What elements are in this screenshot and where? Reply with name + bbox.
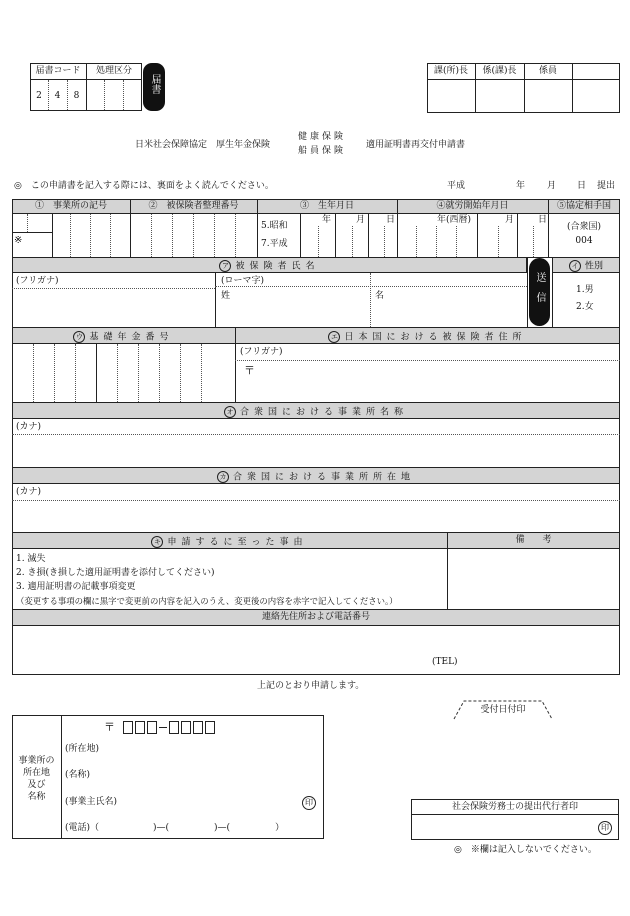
name-header-text: 被保険者氏名 (235, 261, 320, 272)
receipt-stamp-label: 受付日付印 (480, 705, 526, 715)
postal-digit-box[interactable] (169, 721, 179, 734)
reason-circle: キ (151, 536, 163, 548)
us-office-address-header (12, 471, 620, 483)
reason-2: 2. き損(き損した適用証明書を添付してください) (16, 568, 215, 578)
name-romaji: (ローマ字) (221, 276, 265, 286)
contact-tel: (TEL) (432, 657, 458, 667)
postal-digit-box[interactable] (147, 721, 157, 734)
seinengappi-header: ③ 生年月日 (299, 201, 354, 211)
todokesho-oval-text: 届書 (149, 74, 160, 94)
postal-digit-box[interactable] (193, 721, 203, 734)
biko-header: 備 考 (515, 535, 552, 545)
name-mei: 名 (375, 291, 385, 301)
name-furigana: (フリガナ) (16, 276, 59, 286)
title-part2: 適用証明書再交付申請書 (366, 140, 466, 150)
reason-1: 1. 滅失 (16, 554, 46, 564)
reason-header (12, 536, 447, 548)
us-office-address-kana: (カナ) (16, 487, 42, 497)
sex-circle: イ (569, 260, 581, 272)
office-label-1: 事業所の (18, 756, 55, 766)
reason-3: 3. 適用証明書の記載事項変更 (16, 582, 136, 592)
address-circle: エ (328, 331, 340, 343)
office-postal-mark: 〒 (104, 720, 115, 734)
notice-text: ◎ この申請書を記入する際には、裏面をよく読んでください。 (14, 181, 274, 191)
office-label-4: 名称 (27, 792, 46, 802)
birth-month-label: 月 (356, 215, 366, 225)
kome-mark: ※ (14, 235, 23, 246)
date-year: 年 (516, 181, 526, 191)
name-header (12, 260, 527, 272)
work-month-label: 月 (505, 215, 515, 225)
jigyosho-kigo-header: ① 事業所の記号 (34, 201, 107, 211)
contact-header: 連絡先住所および電話番号 (261, 612, 370, 622)
us-office-address-header-text: 合衆国における事業所所在地 (232, 472, 415, 483)
postal-digit-box[interactable] (123, 721, 133, 734)
us-office-name-circle: オ (224, 406, 236, 418)
us-office-name-kana: (カナ) (16, 422, 42, 432)
sex-female: 2.女 (576, 302, 594, 312)
office-phone-label: (電話)（ )—( )—( ） (65, 823, 285, 833)
approval-ka-cho: 課(所)長 (433, 66, 469, 76)
sharoushi-seal-mark: 印 (598, 821, 612, 835)
code-digit-1: 2 (36, 91, 42, 101)
title-kenko-hoken: 健康保険 (298, 132, 347, 142)
us-office-name-header-text: 合衆国における事業所名称 (239, 407, 408, 418)
country-code: 004 (575, 236, 593, 246)
office-postal (104, 721, 217, 734)
office-name-label: (名称) (65, 770, 91, 780)
approval-kakari-in: 係員 (538, 66, 557, 76)
pension-header (12, 331, 235, 343)
date-era: 平成 (447, 181, 466, 191)
approval-kakari-cho: 係(課)長 (482, 66, 517, 76)
reason-header-text: 申請するに至った事由 (167, 537, 308, 548)
work-day-label: 日 (538, 215, 548, 225)
code-digit-2: 4 (54, 91, 61, 101)
us-office-address-circle: カ (217, 471, 229, 483)
address-header-text: 日本国における被保険者住所 (344, 332, 527, 343)
work-year-label: 年(西暦) (437, 215, 472, 225)
address-furigana: (フリガナ) (240, 347, 283, 357)
code-digit-3: 8 (73, 91, 80, 101)
soshin-oval-text: 送信 (534, 272, 545, 312)
office-label-2: 所在地 (22, 768, 50, 778)
kyotei-aite-header: ⑤協定相手国 (556, 201, 611, 211)
postal-digit-box[interactable] (135, 721, 145, 734)
us-office-name-header (12, 406, 620, 418)
gasshukoku-label: (合衆国) (566, 222, 602, 232)
hihokensha-seiri-header: ② 被保険者整理番号 (148, 201, 239, 211)
postal-digit-box[interactable] (181, 721, 191, 734)
shuro-kaishi-header: ④就労開始年月日 (436, 201, 509, 211)
shori-kubun-label: 処理区分 (95, 66, 132, 76)
birth-year-label: 年 (322, 215, 332, 225)
name-circle: ア (219, 260, 231, 272)
address-postal-mark: 〒 (244, 364, 255, 377)
date-day: 日 (577, 181, 587, 191)
birth-day-label: 日 (386, 215, 396, 225)
kome-note: ◎ ※欄は記入しないでください。 (454, 845, 597, 855)
todoke-code-label: 届書コード (35, 66, 81, 76)
sex-header (552, 260, 620, 272)
office-label-3: 及び (27, 780, 46, 790)
reason-3-note: （変更する事項の欄に黒字で変更前の内容を記入のうえ、変更後の内容を赤字で記入してください。） (16, 596, 398, 606)
pension-circle: ウ (73, 331, 85, 343)
address-header (235, 331, 620, 343)
office-owner-label: (事業主氏名) (65, 797, 118, 807)
sharoushi-label: 社会保険労務士の提出代行者印 (451, 802, 578, 812)
title-part1: 日米社会保障協定 厚生年金保険 (135, 140, 271, 150)
office-location-label: (所在地) (65, 744, 100, 754)
name-sei: 姓 (221, 291, 231, 301)
declaration: 上記のとおり申請します。 (257, 681, 365, 691)
sex-male: 1.男 (576, 285, 594, 295)
era-showa: 5.昭和 (261, 221, 288, 231)
era-heisei: 7.平成 (261, 239, 288, 249)
title-senin-hoken: 船員保険 (298, 146, 347, 156)
date-submit: 提出 (597, 181, 616, 191)
sex-header-text: 性別 (584, 261, 603, 272)
owner-seal-mark: 印 (302, 796, 316, 810)
pension-header-text: 基礎年金番号 (89, 332, 174, 343)
postal-digit-box[interactable] (205, 721, 215, 734)
date-month: 月 (547, 181, 557, 191)
